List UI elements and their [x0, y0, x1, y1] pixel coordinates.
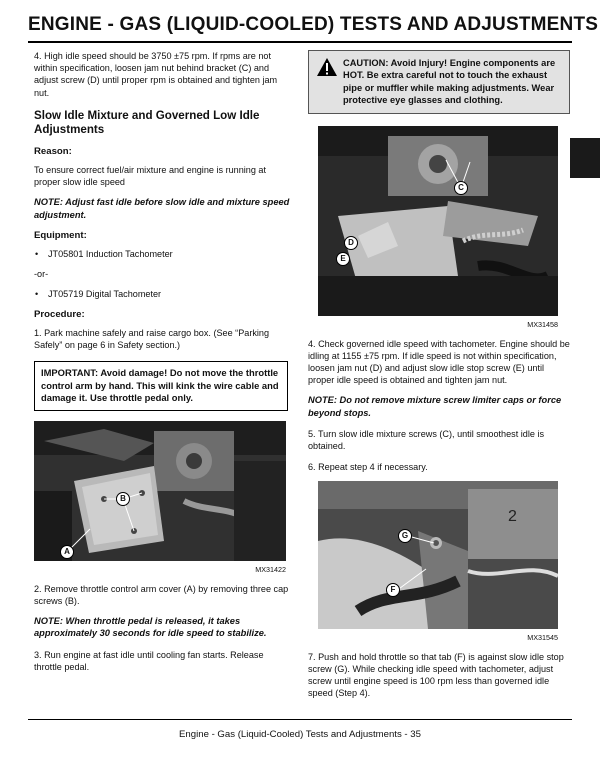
reason-text: To ensure correct fuel/air mixture and engine is running at proper slow idle speed: [34, 164, 267, 188]
step-5: 5. Turn slow idle mixture screws (C), until smoothest idle is obtained.: [308, 429, 545, 452]
procedure-label: Procedure:: [34, 309, 85, 321]
photo-id: MX31422: [255, 564, 286, 574]
callout-a: A: [60, 545, 74, 559]
photo-throttle-cover: [34, 421, 286, 561]
equipment-label: Equipment:: [34, 230, 87, 242]
equipment-or: -or-: [34, 269, 49, 280]
callout-c: C: [454, 181, 468, 195]
step-2: 2. Remove throttle control arm cover (A) by removing three cap screws (B).: [34, 583, 289, 606]
caution-notice: [308, 50, 570, 114]
right-column: [308, 50, 570, 708]
important-notice: IMPORTANT: Avoid damage! Do not move the throttle control arm by hand. This will kink the wire cable and damage it. Use throttle pedal only.: [34, 361, 288, 410]
page-footer: Engine - Gas (Liquid-Cooled) Tests and Adjustments - 35: [179, 729, 421, 740]
photo-throttle-cover-drawing: [34, 421, 286, 561]
photo-carburetor: [318, 126, 558, 316]
callout-f: F: [386, 583, 400, 597]
callout-b: B: [116, 492, 130, 506]
step-4-high-idle: 4. High idle speed should be 3750 ±75 rpm. If rpms are not within specification, loosen jam nut behind bracket (C) and adjust screw (D) until proper rpm is obtained and tighten jam nut.: [34, 51, 278, 98]
callout-e: E: [336, 252, 350, 266]
footer-rule: [28, 719, 572, 720]
equipment-item: • JT05719 Digital Tachometer: [34, 288, 292, 300]
photo-id: MX31545: [527, 632, 558, 642]
header-rule: [28, 41, 572, 43]
step-4-check: 4. Check governed idle speed with tachometer. Engine should be idling at 1155 ±75 rpm. If idle speed is not within specification, loosen jam nut (D) and adjust slow idle stop screw (E) until proper idle speed is obtained and tighten jam nut.: [308, 338, 570, 386]
reason-label: Reason:: [34, 145, 72, 157]
callout-g: G: [398, 529, 412, 543]
left-column: [34, 50, 292, 681]
warning-triangle-icon: [316, 57, 338, 77]
note-idle-stabilize: NOTE: When throttle pedal is released, it takes approximately 30 seconds for idle speed to stabilize.: [34, 616, 267, 639]
step-7: 7. Push and hold throttle so that tab (F) is against slow idle stop screw (G). While checking idle speed with tachometer, adjust screw until engine speed is 100 rpm less than governed idle speed (Step 4).: [308, 651, 564, 699]
section-title: Slow Idle Mixture and Governed Low Idle Adjustments: [34, 108, 260, 136]
note-adjust-fast-idle: NOTE: Adjust fast idle before slow idle and mixture speed adjustment.: [34, 197, 290, 220]
photo-carburetor-drawing: [318, 126, 558, 316]
equipment-item: • JT05801 Induction Tachometer: [34, 248, 292, 260]
section-thumb-tab: [570, 138, 600, 178]
svg-text:2: 2: [508, 507, 517, 525]
step-3: 3. Run engine at fast idle until cooling fan starts. Release throttle pedal.: [34, 649, 264, 673]
caution-text: CAUTION: Avoid Injury! Engine components are HOT. Be extra careful not to touch the exhaust pipe or muffler while making adjustments. Wear protective eye glasses and clothing.: [343, 58, 556, 106]
page-header: ENGINE - GAS (LIQUID-COOLED) TESTS AND ADJUSTMENTS: [28, 14, 599, 35]
step-6: 6. Repeat step 4 if necessary.: [308, 461, 428, 472]
note-limiter-caps: NOTE: Do not remove mixture screw limiter caps or force beyond stops.: [308, 395, 562, 418]
photo-id: MX31458: [527, 319, 558, 329]
step-1: 1. Park machine safely and raise cargo box. (See “Parking Safely” on page 6 in Safety section.): [34, 328, 270, 351]
photo-throttle-tab: [318, 481, 558, 629]
photo-throttle-tab-drawing: [318, 481, 558, 629]
callout-d: D: [344, 236, 358, 250]
